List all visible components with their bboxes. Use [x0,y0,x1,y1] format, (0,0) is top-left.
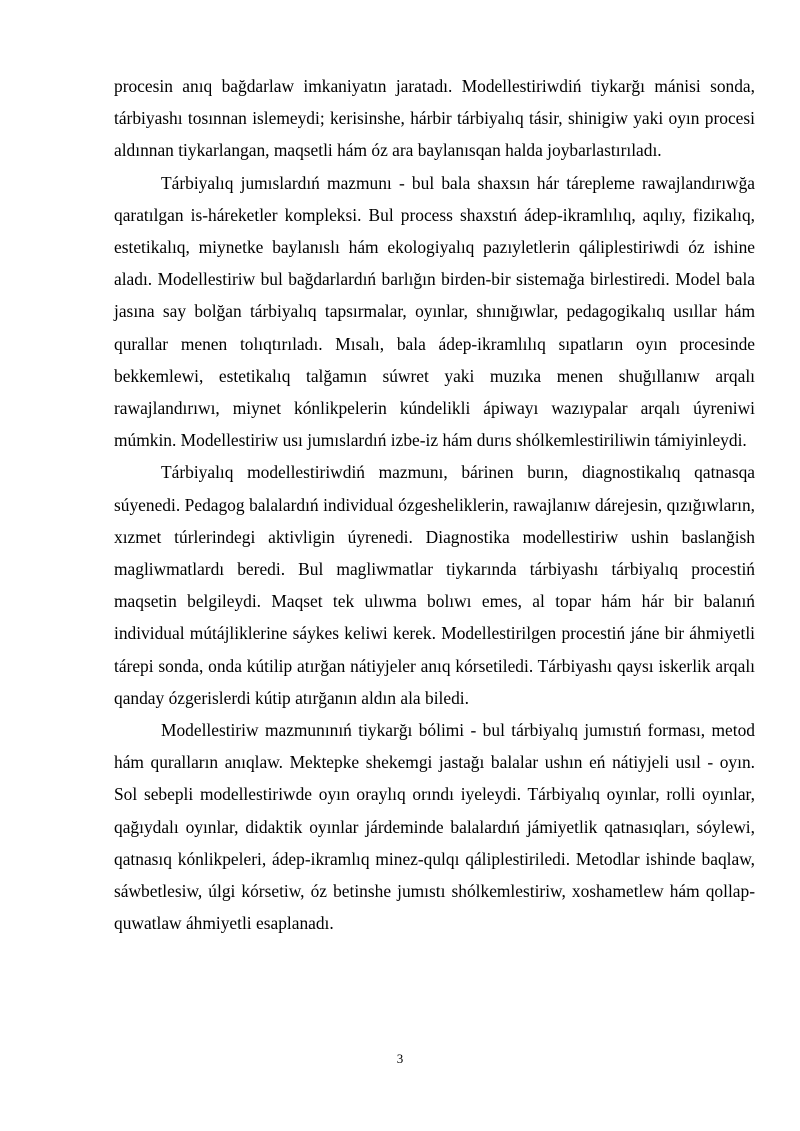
document-body [114,70,755,939]
paragraph-4: Modellestiriw mazmunınıń tiykarğı bólimi - bul tárbiyalıq jumıstıń forması, metod hám quralların anıqlaw. Mektepke shekemgi jastağı balalar ushın eń nátiyjeli usıl - oyın. Sol sebepli modellestiriwde oyın oraylıq orındı iyeleydi. Tárbiyalıq oyınlar, rolli oyınlar, qağıydalı oyınlar, didaktik oyınlar járdeminde balalardıń jámiyetlik qatnasıqları, sóylewi, qatnasıq kónlikpeleri, ádep-ikramlıq minez-qulqı qáliplestiriledi. Metodlar ishinde baqlaw, sáwbetlesiw, úlgi kórsetiw, óz betinshe jumıstı shólkemlestiriw, xoshametlew hám qollap-quwatlaw áhmiyetli esaplanadı. [114,720,755,934]
paragraph-1: procesin anıq bağdarlaw imkaniyatın jaratadı. Modellestiriwdiń tiykarğı mánisi sonda, tárbiyashı tosınnan islemeydi; kerisinshe, hárbir tárbiyalıq tásir, shinigiw yaki oyın procesi aldınnan tiykarlangan, maqsetli hám óz ara baylanısqan halda joybarlastırıladı. [114,76,755,161]
paragraph-3: Tárbiyalıq modellestiriwdiń mazmunı, bárinen burın, diagnostikalıq qatnasqa súyenedi. Pedagog balalardıń individual ózgesheliklerin, rawajlanıw dárejesin, qızığıwların, xızmet túrlerindegi aktivligin úyrenedi. Diagnostika modellestiriw ushin baslanğish magliwmatlardı beredi. Bul magliwmatlar tiykarında tárbiyashı tárbiyalıq procestiń maqsetin belgileydi. Maqset tek ulıwma bolıwı emes, al topar hám hár bir balanıń individual mútájliklerine sáykes keliwi kerek. Modellestirilgen procestiń jáne bir áhmiyetli tárepi sonda, onda kútilip atırğan nátiyjeler anıq kórsetiledi. Tárbiyashı qaysı iskerlik arqalı qanday ózgerislerdi kútip atırğanın aldın ala biledi. [114,462,755,708]
page-number: 3 [396,1051,404,1066]
paragraph-2: Tárbiyalıq jumıslardıń mazmunı - bul bala shaxsın hár tárepleme rawajlandırıwğa qaratılgan is-háreketler kompleksi. Bul process shaxstıń ádep-ikramlılıq, aqılıy, fizikalıq, estetikalıq, miynetke baylanıslı hám ekologiyalıq pazıyletlerin qáliplestiriwdi óz ishine aladı. Modellestiriw bul bağdarlardıń barlığın birden-bir sistemağa birlestiredi. Model bala jasına say bolğan tárbiyalıq tapsırmalar, oyınlar, shınığıwlar, pedagogikalıq usıllar hám qurallar menen tolıqtırıladı. Mısalı, bala ádep-ikramlılıq sıpatların oyın procesinde bekkemlewi, estetikalıq talğamın súwret yaki muzıka menen shuğıllanıw arqalı rawajlandırıwı, miynet kónlikpelerin kúndelikli ápiwayı wazıypalar arqalı úyreniwi múmkin. Modellestiriw usı jumıslardıń izbe-iz hám durıs shólkemlestiriliwin támiyinleydi. [114,172,755,451]
